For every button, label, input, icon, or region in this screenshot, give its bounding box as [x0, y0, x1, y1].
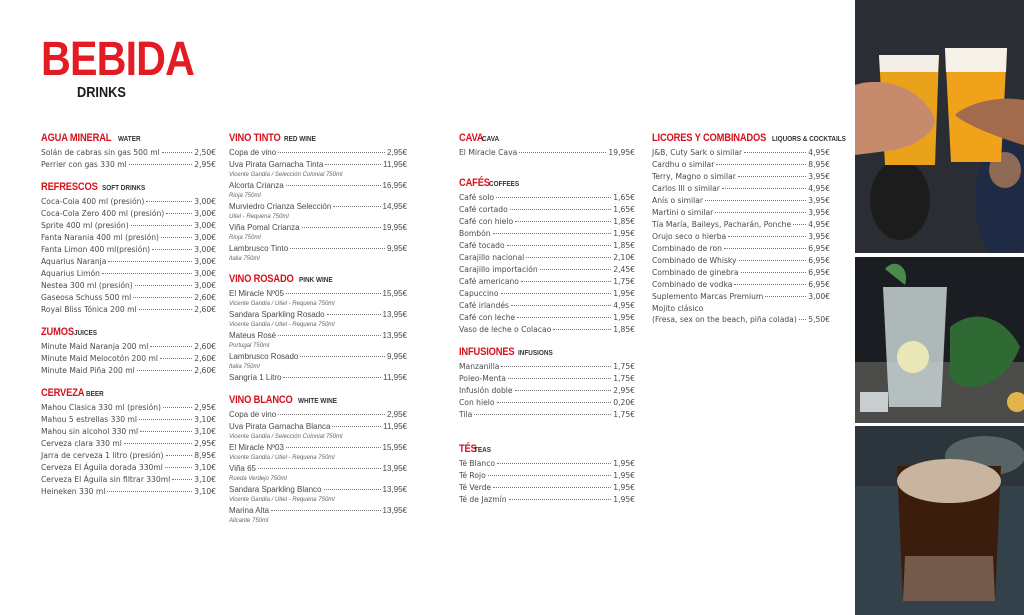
menu-item: Murviedro Crianza Selección 14,95€	[229, 202, 407, 211]
menu-item: Suplemento Marcas Premium 3,00€	[652, 292, 830, 301]
section-subtitle: WATER	[117, 134, 141, 143]
section-title: CERVEZA	[41, 387, 85, 399]
menu-item: Gaseosa Schuss 500 ml 2,60€	[41, 293, 216, 302]
menu-item: Cerveza El Águila dorada 330ml 3,10€	[41, 463, 216, 472]
wine-origin: Vicente Gandia / Utiel - Requena 750ml	[229, 301, 335, 307]
menu-item: Minute Maid Piña 200 ml 2,60€	[41, 366, 216, 375]
menu-item: Cerveza clara 330 ml 2,95€	[41, 439, 216, 448]
wine-origin: Vicente Gandia / Selección Colonial 750ml	[229, 172, 343, 178]
menu-item: Viña Pomal Crianza 19,95€	[229, 223, 407, 232]
menu-item: Té Verde 1,95€	[459, 483, 635, 492]
wine-origin: Portugal 750ml	[229, 343, 270, 349]
menu-item: Combinado de Whisky 6,95€	[652, 256, 830, 265]
section-vino-rosado	[229, 273, 407, 384]
section-subtitle: LIQUORS & COCKTAILS	[772, 134, 847, 143]
section-subtitle: RED WINE	[283, 134, 316, 143]
section-cava	[459, 132, 635, 159]
wine-origin: Vicente Gandia / Utiel - Requena 750ml	[229, 322, 335, 328]
mojito-price: 5,50€	[808, 315, 830, 324]
wine-origin: Rioja 750ml	[229, 235, 261, 241]
menu-item: J&B, Cuty Sark o similar 4,95€	[652, 148, 830, 157]
menu-item: Martini o similar 3,95€	[652, 208, 830, 217]
mojito-variants: (Fresa, sex on the beach, piña colada)	[652, 315, 797, 324]
menu-item: Sangría 1 Litro 11,95€	[229, 373, 407, 382]
menu-item: Coca-Cola Zero 400 ml (presión) 3,00€	[41, 209, 216, 218]
menu-item: Sandara Sparkling Blanco 13,95€	[229, 485, 407, 494]
mojito-item	[652, 303, 830, 325]
menu-item: Fanta Limon 400 ml(presión) 3,00€	[41, 245, 216, 254]
menu-item: Poleo-Menta 1,75€	[459, 374, 635, 383]
menu-item: Con hielo 0,20€	[459, 398, 635, 407]
menu-item: Café con leche 1,95€	[459, 313, 635, 322]
wine-origin: Vicente Gandia / Utiel - Requena 750ml	[229, 497, 335, 503]
menu-item: Vaso de leche o Colacao 1,85€	[459, 325, 635, 334]
menu-column-1	[41, 132, 216, 508]
section-subtitle: COFFEES	[489, 179, 520, 188]
section-subtitle: TEAS	[473, 445, 491, 454]
wine-origin: Rioja 750ml	[229, 193, 261, 199]
menu-item: Mahou 5 estrellas 330 ml 3,10€	[41, 415, 216, 424]
section-title: AGUA MINERAL	[41, 132, 112, 144]
menu-item: Jarra de cerveza 1 litro (presión) 8,95€	[41, 451, 216, 460]
menu-column-4	[652, 132, 847, 335]
menu-item: Terry, Magno o similar 3,95€	[652, 172, 830, 181]
section-refrescos	[41, 181, 216, 316]
menu-title: BEBIDA	[41, 33, 195, 86]
wine-origin: Rueda Verdejo 750ml	[229, 476, 287, 482]
menu-item: Lambrusco Tinto 9,95€	[229, 244, 407, 253]
menu-item: Café con hielo 1,85€	[459, 217, 635, 226]
menu-subtitle: DRINKS	[77, 84, 126, 101]
menu-item: Uva Pirata Garnacha Blanca 11,95€	[229, 422, 407, 431]
section-subtitle: JUICES	[73, 328, 97, 337]
section-title: CAFÉS	[459, 177, 490, 189]
menu-item: Alcorta Crianza 16,95€	[229, 181, 407, 190]
menu-item: Coca-Cola 400 ml (presión) 3,00€	[41, 197, 216, 206]
menu-item: Aquarius Limón 3,00€	[41, 269, 216, 278]
menu-item: Copa de vino 2,95€	[229, 410, 407, 419]
menu-item: Infusión doble 2,95€	[459, 386, 635, 395]
menu-item: Cerveza El Águila sin filtrar 330ml 3,10€	[41, 475, 216, 484]
wine-origin: Utiel - Requena 750ml	[229, 214, 289, 220]
menu-item: Mateus Rosé 13,95€	[229, 331, 407, 340]
section-title: REFRESCOS	[41, 181, 98, 193]
section-subtitle: WHITE WINE	[297, 396, 337, 405]
menu-item: Viña 65 13,95€	[229, 464, 407, 473]
menu-item: Sandara Sparkling Rosado 13,95€	[229, 310, 407, 319]
menu-item: Solán de cabras sin gas 500 ml 2,50€	[41, 148, 216, 157]
menu-item: Mahou sin alcohol 330 ml 3,10€	[41, 427, 216, 436]
section-zumos	[41, 326, 216, 377]
menu-item: El Miracle Cava 19,95€	[459, 148, 635, 157]
section-subtitle: CAVA	[481, 134, 499, 143]
section-title: VINO BLANCO	[229, 394, 293, 406]
menu-item: El Miracle Nº05 15,95€	[229, 289, 407, 298]
section-title: CAVA	[459, 132, 484, 144]
section-cerveza	[41, 387, 216, 498]
menu-item: Café irlandés 4,95€	[459, 301, 635, 310]
section-title: INFUSIONES	[459, 346, 515, 358]
menu-item: Copa de vino 2,95€	[229, 148, 407, 157]
menu-title-block	[41, 33, 219, 101]
section-title: LICORES Y COMBINADOS	[652, 132, 767, 144]
section-cafes	[459, 177, 635, 336]
menu-item: Heineken 330 ml 3,10€	[41, 487, 216, 496]
menu-item: Capuccino 1,95€	[459, 289, 635, 298]
wine-origin: Italia 750ml	[229, 364, 260, 370]
beer-glasses-icon	[855, 0, 1024, 253]
menu-item: Cardhu o similar 8,95€	[652, 160, 830, 169]
menu-item: Carajillo importación 2,45€	[459, 265, 635, 274]
mojito-name: Mojito clásico	[652, 304, 704, 313]
menu-item: Café solo 1,65€	[459, 193, 635, 202]
mojito-glass-icon	[855, 257, 1024, 423]
menu-item: Fanta Narania 400 ml (presión) 3,00€	[41, 233, 216, 242]
menu-item: Tila 1,75€	[459, 410, 635, 419]
menu-item: Mahou Clasica 330 ml (presión) 2,95€	[41, 403, 216, 412]
menu-item: Combinado de ginebra 6,95€	[652, 268, 830, 277]
menu-item: Minute Maid Melocotón 200 ml 2,60€	[41, 354, 216, 363]
photo-strip	[855, 0, 1024, 615]
section-title: VINO ROSADO	[229, 273, 294, 285]
menu-item: Manzanilla 1,75€	[459, 362, 635, 371]
menu-item: Perrier con gas 330 ml 2,95€	[41, 160, 216, 169]
menu-item: Orujo seco o hierba 3,95€	[652, 232, 830, 241]
beer-toast-photo	[855, 0, 1024, 253]
menu-item: Anís o similar 3,95€	[652, 196, 830, 205]
wine-origin: Alicante 750ml	[229, 518, 269, 524]
wine-origin: Vicente Gandia / Utiel - Requena 750ml	[229, 455, 335, 461]
menu-item: Marina Alta 13,95€	[229, 506, 407, 515]
section-licores	[652, 132, 847, 325]
section-infusiones	[459, 346, 635, 421]
menu-item: Café cortado 1,65€	[459, 205, 635, 214]
section-subtitle: INFUSIONS	[518, 348, 553, 357]
section-subtitle: BEER	[85, 389, 104, 398]
wine-origin: Italia 750ml	[229, 256, 260, 262]
cocktail-glass-icon	[855, 426, 1024, 615]
menu-item: Café tocado 1,85€	[459, 241, 635, 250]
menu-item: Aquarius Naranja 3,00€	[41, 257, 216, 266]
section-title: TÉS	[459, 443, 477, 455]
section-title: ZUMOS	[41, 326, 74, 338]
menu-item: Carlos III o similar 4,95€	[652, 184, 830, 193]
menu-item: Uva Pirata Garnacha Tinta 11,95€	[229, 160, 407, 169]
section-title: VINO TINTO	[229, 132, 281, 144]
section-subtitle: PINK WINE	[299, 275, 333, 284]
menu-item: Café americano 1,75€	[459, 277, 635, 286]
section-subtitle: SOFT DRINKS	[101, 183, 145, 192]
wine-origin: Vicente Gandia / Selección Colonial 750ml	[229, 434, 343, 440]
menu-item: Sprite 400 ml (presión) 3,00€	[41, 221, 216, 230]
menu-item: El Miracle Nº03 15,95€	[229, 443, 407, 452]
menu-item: Combinado de ron 6,95€	[652, 244, 830, 253]
menu-item: Nestea 300 ml (presión) 3,00€	[41, 281, 216, 290]
mojito-photo	[855, 257, 1024, 423]
menu-item: Té Blanco 1,95€	[459, 459, 635, 468]
section-tes	[459, 443, 635, 506]
menu-item: Combinado de vodka 6,95€	[652, 280, 830, 289]
menu-item: Royal Bliss Tónica 200 ml 2,60€	[41, 305, 216, 314]
menu-column-3	[459, 132, 635, 516]
menu-item: Carajillo nacional 2,10€	[459, 253, 635, 262]
menu-item: Bombón 1,95€	[459, 229, 635, 238]
menu-item: Té Rojo 1,95€	[459, 471, 635, 480]
menu-item: Lambrusco Rosado 9,95€	[229, 352, 407, 361]
section-vino-blanco	[229, 394, 407, 525]
section-agua-mineral	[41, 132, 216, 171]
menu-column-2	[229, 132, 407, 535]
menu-item: Tía María, Baileys, Pacharán, Ponche 4,95€	[652, 220, 830, 229]
menu-item: Minute Maid Naranja 200 ml 2,60€	[41, 342, 216, 351]
iced-drink-photo	[855, 426, 1024, 615]
menu-item: Té de Jazmín 1,95€	[459, 495, 635, 504]
section-vino-tinto	[229, 132, 407, 263]
